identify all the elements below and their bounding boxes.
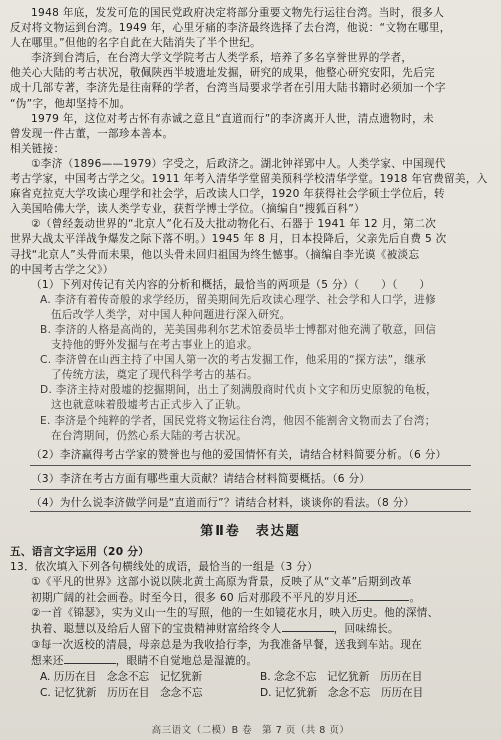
related-line: ②（曾经轰动世界的“北京人”化石及大批动物化石、石器于 1941 年 12 月，第二次 [31, 218, 437, 231]
q13-item-cont [10, 653, 491, 669]
q13-options-row [10, 685, 491, 701]
option-d-cont: 这也就意味着殷墟考古正式步入了正轨。 [51, 399, 248, 412]
question-1 [10, 278, 491, 444]
q13-option-d: D. 记忆犹新 念念不忘 历历在目 [260, 686, 424, 699]
answer-line [30, 465, 471, 466]
related-line: ①李济（1896——1979）字受之，后政济之。湖北钟祥郢中人。人类学家、中国现代 [31, 157, 446, 170]
related-heading: 相关链接： [10, 142, 65, 155]
related-line: 麻省克拉克大学攻读心理学和社会学，后改读人口学，1920 年获得社会学硕士学位后，转 [10, 188, 445, 201]
question-4: （4）为什么说李济做学问是“直道而行”？请结合材料，谈谈你的看法。（8 分） [31, 496, 415, 509]
q13-text: 执着、聪慧以及给后人留下的宝贵精神财富给终令人 [31, 623, 282, 636]
q13-text: ，眼睛不自觉地总是湿漉的。 [115, 654, 258, 667]
q13-option-c: C. 记忆犹新 历历在目 念念不忘 [40, 686, 203, 699]
question-1-stem: （1）下列对传记有关内容的分析和概括，最恰当的两项是（5 分）（ ）（ ） [31, 278, 431, 291]
section-heading: 五、语言文字运用（20 分） [10, 546, 150, 558]
option-a: A. 李济有着传奇般的求学经历，留美期间先后攻读心理学、社会学和人口学，进修 [40, 293, 436, 306]
passage-line: 李济到台湾后，在台湾大学文学院考古人类学系，培养了多名享誉世界的学者， [31, 52, 413, 65]
related-line: 考古学家，中国考古学之父。1911 年考入清华学堂留美预科学校清华学堂。1918 年官费留美，入 [10, 173, 488, 186]
question-3: （3）李济在考古方面有哪些重大贡献？请结合材料简要概括。（6 分） [31, 472, 371, 485]
option-e: E. 李济是个纯粹的学者，国民党将文物运往台湾，他因不能割舍文物而去了台湾； [40, 414, 436, 427]
passage-line: 1979 年，这位对考古怀有赤诚之意且“直道而行”的李济离开人世，清点遗物时，未 [31, 112, 434, 125]
q13-item-cont [10, 621, 491, 637]
answer-line [30, 489, 471, 490]
q13-option-a: A. 历历在目 念念不忘 记忆犹新 [40, 670, 203, 683]
related-links [10, 142, 491, 278]
part-title: 第Ⅱ卷 表达题 [200, 524, 301, 539]
q13-options-row [10, 669, 491, 685]
passage-line: “伪”字，他却坚持不加。 [10, 97, 131, 110]
related-line: 世界大战太平洋战争爆发之际下落不明。）1945 年 8 月，日本投降后，父亲先后自费 5 次 [10, 233, 447, 246]
passage-line: 成十几部专著，李济先是往南释的学者，台湾当局要求学者在引用大陆书籍时必须加一个字 [10, 82, 446, 95]
option-b: B. 李济的人格是高尚的，芜美国弗利尔艺术馆委员毕士博都对他充满了敬意，回信 [40, 323, 437, 336]
related-line: 入美国哈佛大学，读人类学专业，获哲学博士学位。（摘编自“搜狐百科”） [10, 203, 365, 216]
option-b-cont: 支持他的野外发掘与在考古事业上的追求。 [51, 339, 258, 352]
answer-line [30, 511, 471, 512]
related-line: 的中国考古学之父》） [10, 263, 114, 276]
fill-blank [282, 621, 334, 632]
q13-option-b: B. 念念不忘 记忆犹新 历历在目 [260, 670, 423, 683]
question-13-stem: 13．依次填入下列各句横线处的成语，最恰当的一组是（3 分） [10, 561, 319, 574]
passage [10, 6, 491, 142]
option-c-cont: 了传统方法，奠定了现代科学考古的基石。 [51, 369, 258, 382]
passage-line: 反对将文物运到台湾。1949 年，心里牙痛的李济最终选择了去台湾，他说：“文物在哪里， [10, 22, 451, 35]
fill-blank [64, 653, 116, 664]
question-2: （2）李济赢得考古学家的赞誉也与他的爱国情怀有关，请结合材料简要分析。（6 分） [31, 448, 447, 461]
passage-line: 曾发现一件古董，一部珍本善本。 [10, 127, 174, 140]
q13-text: 初期广阔的社会画卷。时至今日，很多 60 后对那段不平凡的岁月还 [31, 592, 358, 605]
option-d: D. 李济主持对殷墟的挖掘期间，出土了刻满殷商时代贞卜文字和历史原貌的龟板， [40, 384, 438, 397]
fill-blank [357, 590, 409, 601]
related-line: 寻找“北京人”头骨而未果，他以头骨未回归祖国为终生憾事。（摘编自李光谟《被淡忘 [10, 248, 420, 261]
q13-item: ①《平凡的世界》这部小说以陕北黄土高原为背景，反映了从“文革”后期到改革 [31, 576, 412, 589]
option-a-cont: 伍后改学人类学，对中国人种问题进行深入研究。 [51, 308, 291, 321]
passage-line: 他关心大陆的考古状况，敬佩陕西半坡遗址发掘，研究的成果，他整心研究安阳，先后完 [10, 67, 435, 80]
page-footer: 高三语文（二模）B 卷 第 7 页（共 8 页） [151, 725, 350, 736]
q13-text: ，回味绵长。 [333, 623, 399, 636]
q13-item: ③每一次返校的清晨，母亲总是为我收拾行李，为我准备早餐，送我到车站。现在 [31, 638, 423, 651]
option-c: C. 李济曾在山西主持了中国人第一次的考古发掘工作，他采用的“探方法”，继承 [40, 354, 427, 367]
option-e-cont: 在台湾期间，仍然心系大陆的考古状况。 [51, 429, 248, 442]
passage-line: 人在哪里。”但他的名字自此在大陆消失了半个世纪。 [10, 37, 262, 50]
q13-text: 想来还 [31, 654, 64, 667]
passage-line: 1948 年底，发发可危的国民党政府决定将部分重要文物先行运往台湾。当时，很多人 [31, 7, 445, 19]
q13-item-cont: 初期广阔的社会画卷。时至今日，很多 60 后对那段不平凡的岁月还 。 [31, 592, 421, 605]
q13-item: ②一首《锦瑟》，实为义山一生的写照，他的一生如镜花水月，映入历史。他的深情、 [31, 607, 439, 620]
